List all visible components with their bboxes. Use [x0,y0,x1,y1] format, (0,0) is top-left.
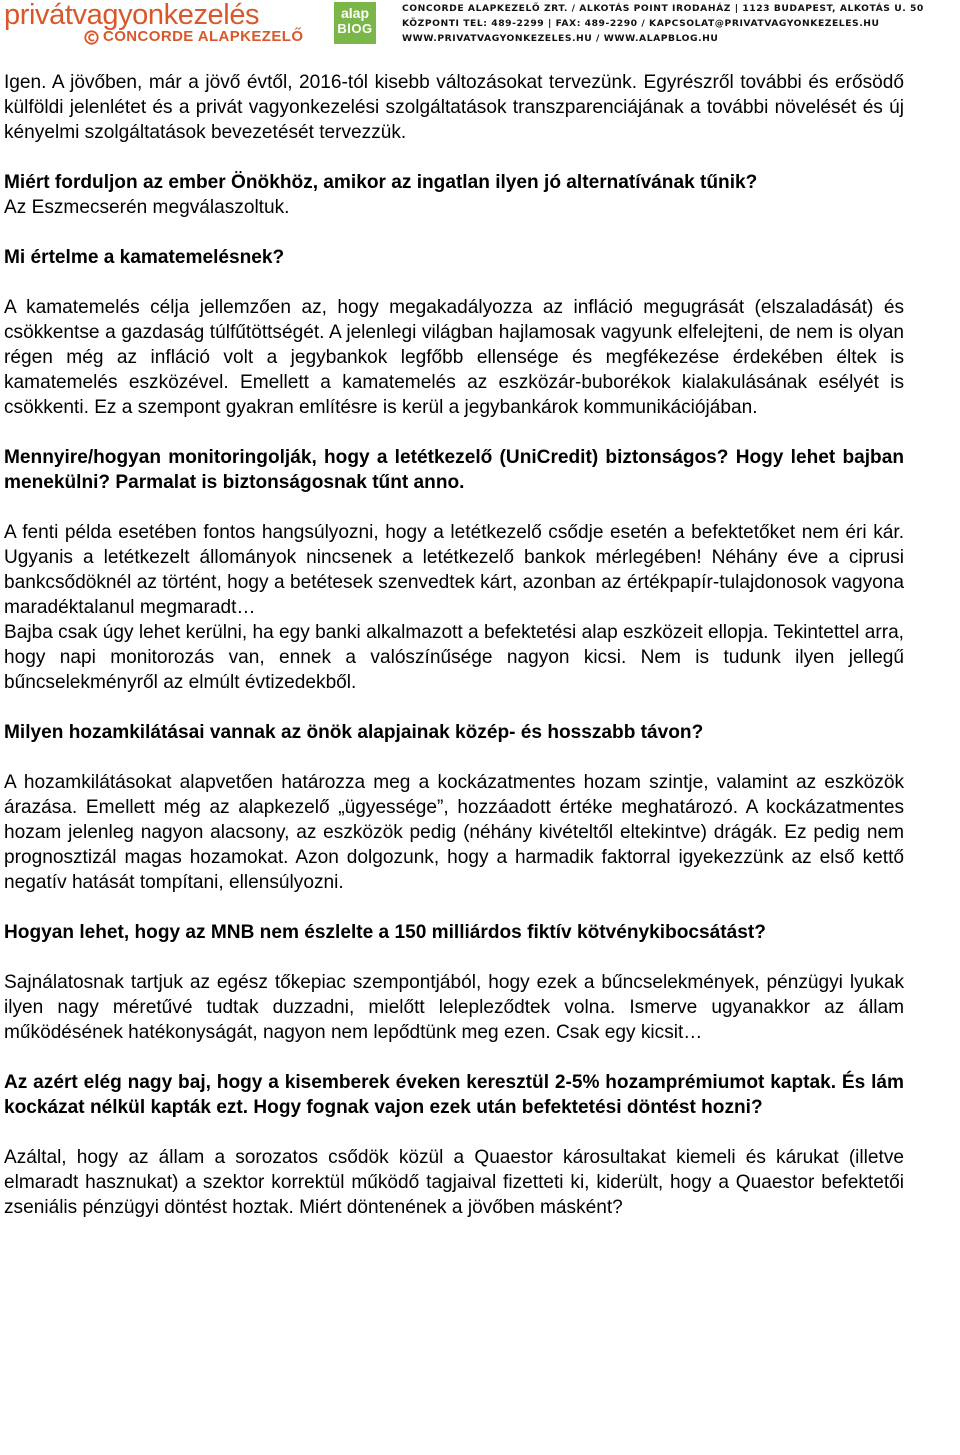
contact-websites: WWW.PRIVATVAGYONKEZELES.HU / WWW.ALAPBLOG.HU [402,33,719,44]
answer-4-part-1: A fenti példa esetében fontos hangsúlyozni, hogy a letétkezelő csődje esetén a befektetőket nem éri kár. Ugyanis a letétkezelt állományok nincsenek a letétkezelő bankok mérlegében! Néhány éve a ciprusi bankcsődöknél az történt, hogy a betétesek szenvedtek kárt, azonban az értékpapír-tulajdonosok vagyona maradéktalanul megmaradt… [4,522,904,618]
brand-name: privátvagyonkezelés [4,0,260,31]
question-7: Az azért elég nagy baj, hogy a kisemberek éveken keresztül 2-5% hozamprémiumot kaptak. És lám kockázat nélkül kapták ezt. Hogy fognak vajon ezek után befektetési döntést hozni? [4,1072,904,1118]
answer-3: A kamatemelés célja jellemzően az, hogy megakadályozza az infláció megugrását (elszaladását) és csökkentse a gazdaság túlfűtöttségét. A jelenlegi világban hajlamosak vagyunk elfelejteni, de nem is olyan régen még az infláció volt a jegybankok legfőbb ellensége és megfékezése érdekében éltek is kamatemelés eszközével. Emellett a kamatemelés az eszközár-buborékok kialakulásának esélyét is csökkenti. Ez a szempont gyakran említésre is kerül a jegybankárok kommunikációjában. [4,297,904,418]
answer-5: A hozamkilátásokat alapvetően határozza meg a kockázatmentes hozam szintje, valamint az eszközök árazása. Emellett még az alapkezelő „ügyessége”, hozzáadott értéke meghatározó. A kockázatmentes hozam jelenleg nagyon alacsony, az eszközök pedig (néhány kivételtől eltekintve) drágák. Ez pedig nem prognosztizál magas hozamokat. Azon dolgozunk, hogy a harmadik faktorral igyekezzünk az első kettő negatív hatását tompítani, ellensúlyozni. [4,772,904,893]
alapblog-logo[interactable] [334,2,376,44]
answer-7: Azáltal, hogy az állam a sorozatos csődök közül a Quaestor károsultakat kiemeli és kárukat (illetve elmaradt hasznukat) a szektor korrektül működő tagjaival fizetteti ki, kiderült, hogy a Quaestor befektetői zseniális pénzügyi döntést hoztak. Miért döntenének a jövőben másként? [4,1147,904,1218]
answer-paragraph-1: Igen. A jövőben, már a jövő évtől, 2016-tól kisebb változásokat tervezünk. Egyrészről további és erősödő külföldi jelenlétet és a privát vagyonkezelési szolgáltatások transzparenciájának a további növelését és új kényelmi szolgáltatások bevezetését tervezzük. [4,72,904,143]
answer-6: Sajnálatosnak tartjuk az egész tőkepiac szempontjából, hogy ezek a bűncselekmények, pénzügyi lyukak ilyen nagy méretűvé tudtak duzzadni, mielőtt lelepleződtek volna. Ismerve ugyanakkor az állam működésének hatékonyságát, nagyon nem lepődtünk meg ezen. Csak egy kicsit… [4,972,904,1043]
brand-subtitle [84,29,316,45]
brand-logo[interactable] [4,0,316,45]
alapblog-logo-line1: alap [340,5,369,21]
copyright-icon [84,30,99,45]
article-body [4,70,904,1220]
question-5: Milyen hozamkilátásai vannak az önök alapjainak közép- és hosszabb távon? [4,722,704,743]
answer-4-part-2: Bajba csak úgy lehet kerülni, ha egy banki alkalmazott a befektetési alap eszközeit ellopja. Tekintettel arra, hogy napi monitorozás van, ennek a valószínűsége nagyon kicsi. Nem is tudunk ilyen jellegű bűncselekményről az elmúlt évtizedekből. [4,622,904,693]
contact-phone-email: KÖZPONTI TEL: 489-2299 | FAX: 489-2290 / KAPCSOLAT@PRIVATVAGYONKEZELES.HU [402,18,880,29]
question-3: Mi értelme a kamatemelésnek? [4,247,285,268]
page-header [0,0,960,48]
question-2: Miért forduljon az ember Önökhöz, amikor az ingatlan ilyen jó alternatívának tűnik? [4,172,758,193]
contact-info [402,1,958,46]
brand-subtitle-text: CONCORDE ALAPKEZELŐ [103,28,304,45]
answer-2: Az Eszmecserén megválaszoltuk. [4,197,290,218]
question-6: Hogyan lehet, hogy az MNB nem észlelte a 150 milliárdos fiktív kötvénykibocsátást? [4,922,766,943]
question-4: Mennyire/hogyan monitoringolják, hogy a letétkezelő (UniCredit) biztonságos? Hogy lehet bajban menekülni? Parmalat is biztonságosnak tűnt anno. [4,447,904,493]
alapblog-logo-line2: BlOG [337,21,373,36]
contact-address: CONCORDE ALAPKEZELŐ ZRT. / ALKOTÁS POINT IRODAHÁZ | 1123 BUDAPEST, ALKOTÁS U. 50 [402,3,924,14]
